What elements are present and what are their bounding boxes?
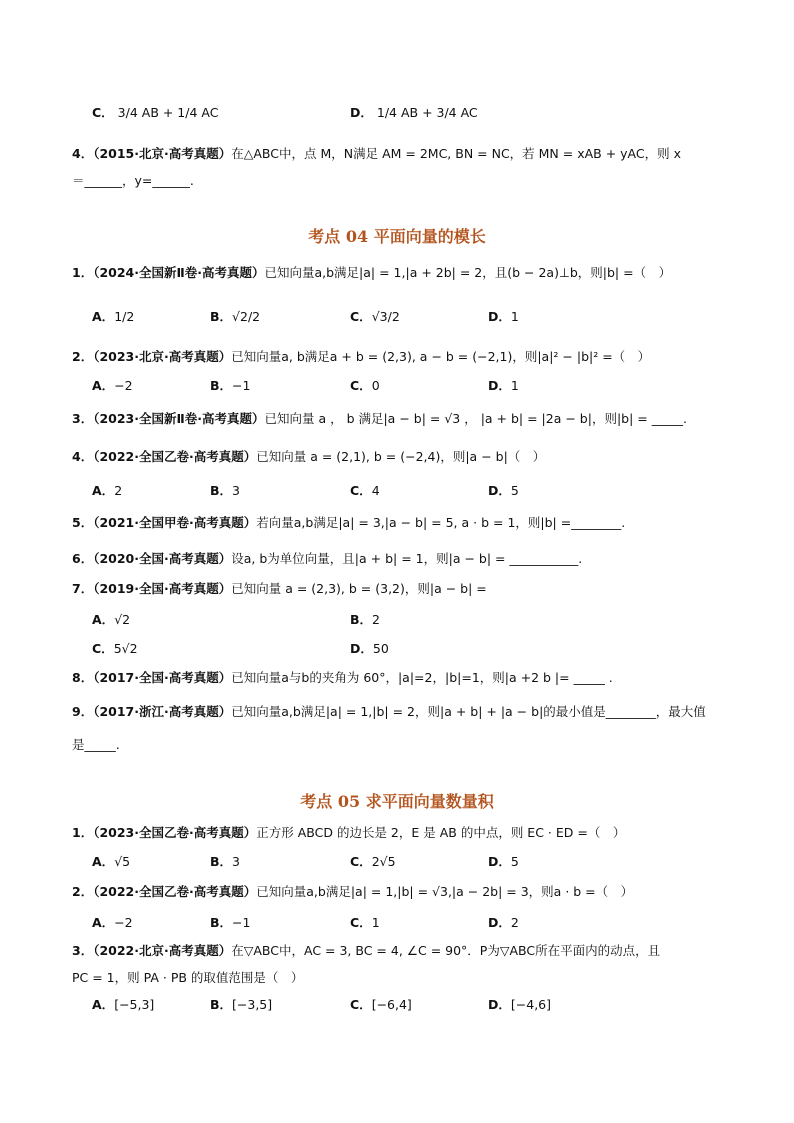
question-source: （2017·全国·高考真题） bbox=[93, 670, 232, 685]
option-label: A． bbox=[92, 997, 115, 1012]
option-d bbox=[350, 640, 389, 658]
question-source: （2015·北京·高考真题） bbox=[93, 146, 232, 161]
option-text: √5 bbox=[114, 854, 131, 869]
option-label: C． bbox=[350, 309, 372, 324]
option-label: D． bbox=[488, 483, 511, 498]
option-text: −2 bbox=[114, 378, 133, 393]
option-text: [−5,3] bbox=[114, 997, 155, 1012]
option-text: −1 bbox=[232, 378, 251, 393]
option-c bbox=[92, 104, 218, 122]
option-text: 1 bbox=[371, 915, 380, 930]
option-b bbox=[210, 308, 260, 326]
question-text: 在▽ABC中，AC = 3, BC = 4, ∠C = 90°．P为▽ABC所在平面内的动点，且 bbox=[231, 943, 661, 958]
option-text: 2 bbox=[510, 915, 519, 930]
option-a bbox=[92, 853, 130, 871]
option-text: 50 bbox=[372, 641, 389, 656]
option-b bbox=[210, 914, 250, 932]
question-text: 正方形 ABCD 的边长是 2，E 是 AB 的中点，则 EC · ED =（ ） bbox=[256, 825, 626, 840]
s05-question-3-cont: PC = 1，则 PA · PB 的取值范围是（ ） bbox=[72, 970, 304, 985]
option-label: C． bbox=[350, 854, 372, 869]
question-text: 已知向量a,b满足|a| = 1,|a + 2b| = 2，且(b − 2a)⊥b，则|b| =（ ） bbox=[264, 265, 672, 280]
question-text: 已知向量a与b的夹角为 60°，|a|=2，|b|=1，则|a +2 b |= _____ . bbox=[231, 670, 613, 685]
option-text: 4 bbox=[371, 483, 380, 498]
option-d bbox=[488, 996, 551, 1014]
question-source: （2023·北京·高考真题） bbox=[93, 349, 232, 364]
option-label: D． bbox=[488, 997, 511, 1012]
s04-question-2 bbox=[72, 348, 650, 366]
option-text: 5 bbox=[510, 483, 519, 498]
question-number: 6． bbox=[72, 551, 94, 566]
option-label: C． bbox=[350, 915, 372, 930]
option-label: D． bbox=[488, 854, 511, 869]
s04-question-5 bbox=[72, 514, 625, 532]
option-c bbox=[350, 377, 380, 395]
option-label: C． bbox=[92, 105, 114, 120]
question-text: 已知向量 a = (2,1), b = (−2,4)，则|a − b|（ ） bbox=[256, 449, 546, 464]
option-d bbox=[488, 308, 519, 326]
question-number: 3． bbox=[72, 943, 94, 958]
option-c bbox=[350, 308, 400, 326]
section-title-04: 考点 04 平面向量的模长 bbox=[308, 227, 486, 246]
option-text: 2 bbox=[114, 483, 123, 498]
option-text: √2/2 bbox=[232, 309, 261, 324]
option-a bbox=[92, 611, 130, 629]
option-text: [−3,5] bbox=[232, 997, 273, 1012]
option-a bbox=[92, 482, 122, 500]
s04-question-9 bbox=[72, 703, 706, 721]
option-label: B． bbox=[210, 854, 233, 869]
question-text: 已知向量 a = (2,3), b = (3,2)，则|a − b| = bbox=[231, 581, 487, 596]
question-4-prev bbox=[72, 145, 681, 163]
option-label: C． bbox=[350, 997, 372, 1012]
option-text: 2 bbox=[372, 612, 380, 627]
question-text: 已知向量a, b满足a + b = (2,3), a − b = (−2,1)，则|a|² − |b|² =（ ） bbox=[231, 349, 651, 364]
option-c bbox=[350, 853, 396, 871]
s05-question-3 bbox=[72, 942, 660, 960]
s04-question-3 bbox=[72, 410, 687, 428]
option-text: √3/2 bbox=[371, 309, 400, 324]
s04-question-9-cont: 是_____. bbox=[72, 737, 120, 752]
option-label: B． bbox=[210, 997, 233, 1012]
option-label: A． bbox=[92, 915, 115, 930]
option-label: D． bbox=[350, 105, 373, 120]
option-b bbox=[210, 482, 240, 500]
question-text: 设a, b为单位向量，且|a + b| = 1，则|a − b| = ___________. bbox=[231, 551, 583, 566]
option-label: A． bbox=[92, 483, 115, 498]
question-text: 若向量a,b满足|a| = 3,|a − b| = 5, a · b = 1，则|b| =________. bbox=[256, 515, 626, 530]
option-text: 5√2 bbox=[113, 641, 138, 656]
option-label: D． bbox=[488, 309, 511, 324]
option-label: D． bbox=[350, 641, 373, 656]
option-label: D． bbox=[488, 915, 511, 930]
s04-question-8 bbox=[72, 669, 613, 687]
option-d bbox=[488, 377, 519, 395]
question-number: 8． bbox=[72, 670, 94, 685]
option-text: 3 bbox=[232, 483, 240, 498]
question-number: 4． bbox=[72, 146, 94, 161]
option-c bbox=[350, 996, 412, 1014]
option-b bbox=[210, 996, 272, 1014]
question-source: （2023·全国新Ⅱ卷·高考真题） bbox=[93, 411, 265, 426]
option-label: B． bbox=[210, 309, 233, 324]
question-text: 已知向量 a ， b 满足|a − b| = √3 ， |a + b| = |2a − b|，则|b| = _____. bbox=[264, 411, 687, 426]
question-number: 2． bbox=[72, 349, 94, 364]
question-4-prev-cont: ＝______，y=______. bbox=[72, 173, 194, 188]
option-text: 2√5 bbox=[371, 854, 396, 869]
option-c bbox=[350, 482, 380, 500]
question-text: 在△ABC中，点 M，N满足 AM = 2MC, BN = NC，若 MN = xAB + yAC，则 x bbox=[231, 146, 681, 161]
question-number: 7． bbox=[72, 581, 94, 596]
option-text: 3 bbox=[232, 854, 240, 869]
question-number: 9． bbox=[72, 704, 94, 719]
option-label: C． bbox=[92, 641, 114, 656]
option-a bbox=[92, 308, 134, 326]
question-number: 1． bbox=[72, 825, 94, 840]
option-c bbox=[350, 914, 380, 932]
option-c bbox=[92, 640, 138, 658]
question-text: 已知向量a,b满足|a| = 1,|b| = 2，则|a + b| + |a − b|的最小值是________，最大值 bbox=[231, 704, 706, 719]
question-source: （2024·全国新Ⅱ卷·高考真题） bbox=[93, 265, 265, 280]
option-label: A． bbox=[92, 612, 115, 627]
option-b bbox=[210, 377, 250, 395]
option-label: A． bbox=[92, 309, 115, 324]
question-source: （2020·全国·高考真题） bbox=[93, 551, 232, 566]
option-d bbox=[350, 104, 478, 122]
question-number: 2． bbox=[72, 884, 94, 899]
question-number: 3． bbox=[72, 411, 94, 426]
option-a bbox=[92, 996, 154, 1014]
option-text: [−6,4] bbox=[371, 997, 412, 1012]
option-d bbox=[488, 914, 519, 932]
s04-question-4 bbox=[72, 448, 545, 466]
option-text: −2 bbox=[114, 915, 133, 930]
option-label: D． bbox=[488, 378, 511, 393]
question-source: （2022·全国乙卷·高考真题） bbox=[93, 884, 257, 899]
question-source: （2021·全国甲卷·高考真题） bbox=[93, 515, 257, 530]
s05-question-2 bbox=[72, 883, 633, 901]
s04-question-7 bbox=[72, 580, 487, 598]
question-source: （2022·全国乙卷·高考真题） bbox=[93, 449, 257, 464]
option-text: 5 bbox=[510, 854, 519, 869]
option-label: B． bbox=[210, 378, 233, 393]
option-text: 0 bbox=[371, 378, 380, 393]
option-d bbox=[488, 853, 519, 871]
option-b bbox=[210, 853, 240, 871]
option-label: C． bbox=[350, 483, 372, 498]
option-text: 1 bbox=[510, 378, 519, 393]
question-number: 4． bbox=[72, 449, 94, 464]
section-title-05: 考点 05 求平面向量数量积 bbox=[300, 792, 494, 811]
question-text: 已知向量a,b满足|a| = 1,|b| = √3,|a − 2b| = 3，则a · b =（ ） bbox=[256, 884, 634, 899]
option-label: B． bbox=[350, 612, 373, 627]
question-source: （2022·北京·高考真题） bbox=[93, 943, 232, 958]
option-text: √2 bbox=[114, 612, 131, 627]
option-label: B． bbox=[210, 483, 233, 498]
question-source: （2023·全国乙卷·高考真题） bbox=[93, 825, 257, 840]
option-label: A． bbox=[92, 854, 115, 869]
option-text: 1/2 bbox=[114, 309, 135, 324]
question-number: 5． bbox=[72, 515, 94, 530]
option-label: C． bbox=[350, 378, 372, 393]
question-source: （2019·全国·高考真题） bbox=[93, 581, 232, 596]
s04-question-1 bbox=[72, 264, 671, 282]
option-a bbox=[92, 914, 133, 932]
option-text: 3/4 AB + 1/4 AC bbox=[117, 105, 219, 120]
s04-question-6 bbox=[72, 550, 582, 568]
option-d bbox=[488, 482, 519, 500]
option-text: 1 bbox=[510, 309, 519, 324]
question-number: 1． bbox=[72, 265, 94, 280]
option-label: A． bbox=[92, 378, 115, 393]
question-source: （2017·浙江·高考真题） bbox=[93, 704, 232, 719]
option-a bbox=[92, 377, 133, 395]
s05-question-1 bbox=[72, 824, 625, 842]
option-label: B． bbox=[210, 915, 233, 930]
option-text: 1/4 AB + 3/4 AC bbox=[376, 105, 478, 120]
option-b bbox=[350, 611, 380, 629]
option-text: −1 bbox=[232, 915, 251, 930]
option-text: [−4,6] bbox=[510, 997, 551, 1012]
